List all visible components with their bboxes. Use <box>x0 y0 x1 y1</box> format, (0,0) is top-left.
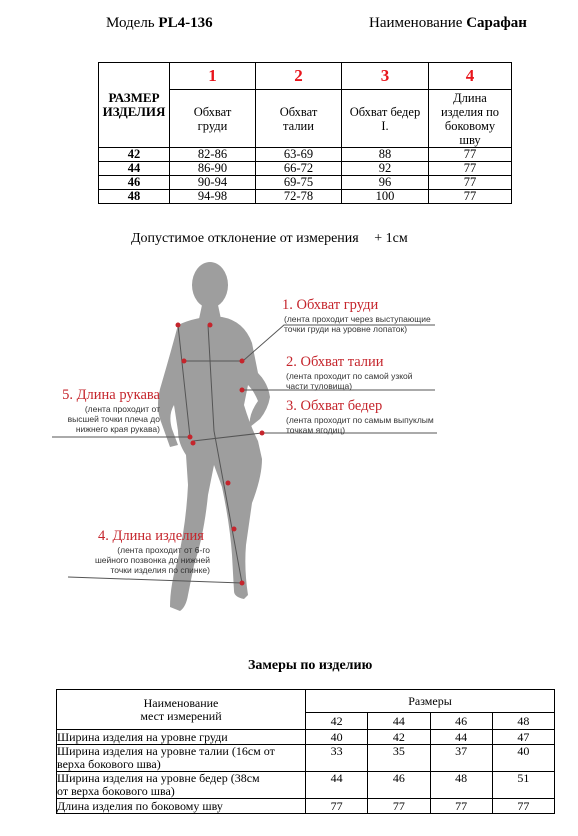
size-header-line: РАЗМЕР <box>108 90 160 105</box>
label-sleeve: 5. Длина рукава (лента проходит от высшей точки плеча до нижнего края рукава) <box>62 387 160 434</box>
size-col: 46 <box>430 713 492 730</box>
header-sizes: Размеры <box>306 690 555 713</box>
column-label: Обхват груди <box>170 90 256 148</box>
size-col: 44 <box>368 713 430 730</box>
header-name-cell: Наименование мест измерений <box>57 690 306 730</box>
size-col: 42 <box>306 713 368 730</box>
name-label: Наименование <box>369 15 463 31</box>
column-label: Обхват талии <box>256 90 342 148</box>
size-header-cell <box>99 63 170 148</box>
table-row: Ширина изделия на уровне талии (16см от верха бокового шва) 33 35 37 40 <box>57 745 555 772</box>
model-heading <box>106 15 213 32</box>
size-header-line: ИЗДЕЛИЯ <box>102 104 166 119</box>
column-number: 2 <box>256 63 342 90</box>
table-row: Длина изделия по боковому шву 77 77 77 77 <box>57 799 555 814</box>
column-number: 3 <box>342 63 429 90</box>
name-value: Сарафан <box>466 15 527 31</box>
model-label: Модель <box>106 15 155 31</box>
table-row: 48 94-98 72-78 100 77 <box>99 190 512 204</box>
table-row: Ширина изделия на уровне груди 40 42 44 47 <box>57 730 555 745</box>
product-table-title: Замеры по изделию <box>248 658 373 673</box>
table-row: Ширина изделия на уровне бедер (38см от верха бокового шва) 44 46 48 51 <box>57 772 555 799</box>
label-waist: 2. Обхват талии (лента проходит по самой узкой части туловища) <box>286 354 413 391</box>
column-number: 4 <box>429 63 512 90</box>
label-length: 4. Длина изделия (лента проходит от 6-го шейного позвонка до нижней точки изделия по спинке) <box>94 528 210 575</box>
size-col: 48 <box>492 713 554 730</box>
table-row: 44 86-90 66-72 92 77 <box>99 162 512 176</box>
table-row: 42 82-86 63-69 88 77 <box>99 148 512 162</box>
column-number: 1 <box>170 63 256 90</box>
name-heading <box>369 15 527 32</box>
tolerance-text: Допустимое отклонение от измерения <box>131 231 359 246</box>
column-label: Длина изделия по боковому шву <box>429 90 512 148</box>
column-label: Обхват бедер I. <box>342 90 429 148</box>
label-hips: 3. Обхват бедер (лента проходит по самым выпуклым точкам ягодиц) <box>286 398 434 435</box>
size-table <box>98 62 512 204</box>
tolerance-value: + 1см <box>374 231 408 246</box>
label-chest: 1. Обхват груди (лента проходит через выступающие точки груди на уровне лопаток) <box>282 297 431 334</box>
model-value: PL4-136 <box>158 15 213 31</box>
table-row: 46 90-94 69-75 96 77 <box>99 176 512 190</box>
tolerance-note <box>131 231 408 247</box>
product-table <box>56 689 555 814</box>
